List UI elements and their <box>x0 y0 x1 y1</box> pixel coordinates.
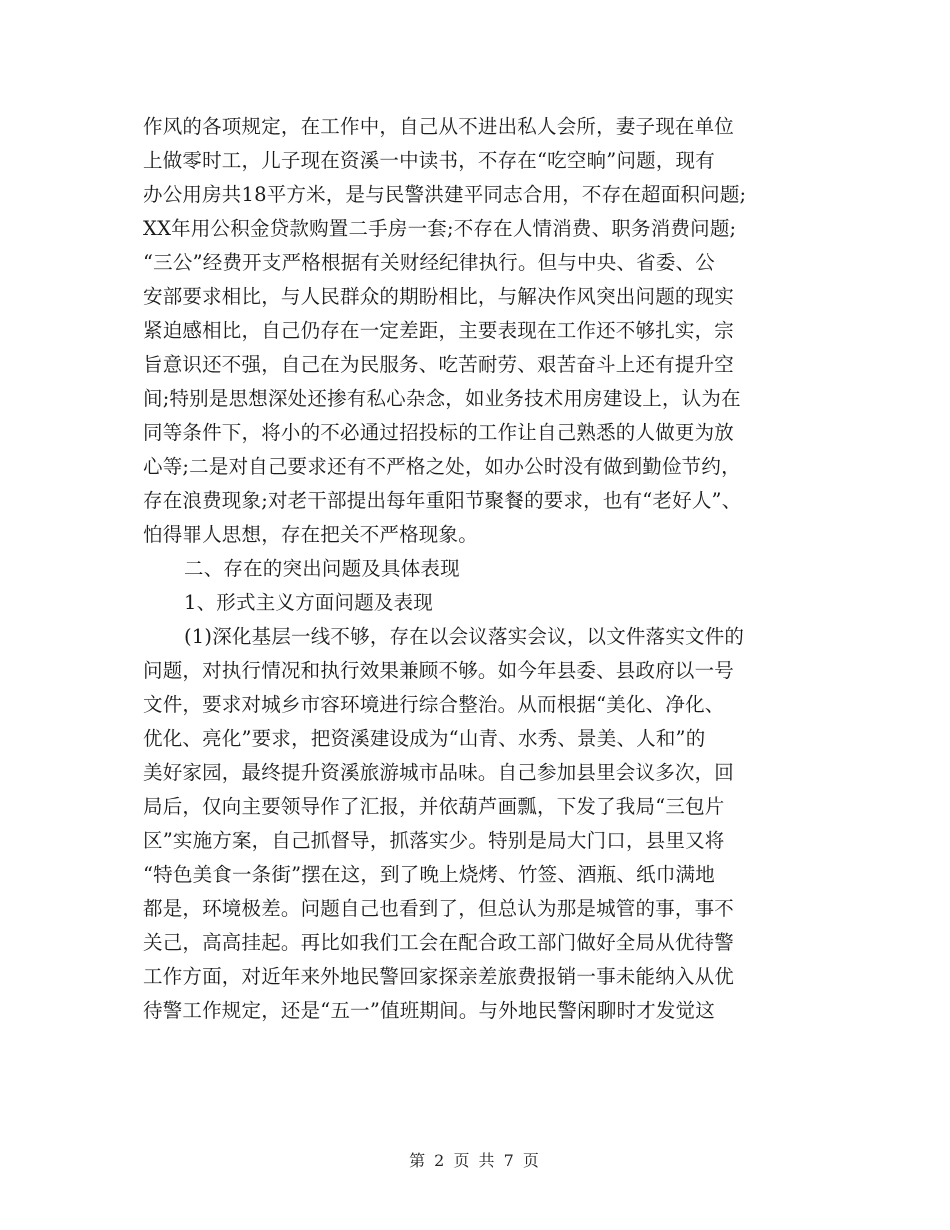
section-heading: 二、存在的突出问题及具体表现 <box>184 557 460 580</box>
subsection-heading: 1、形式主义方面问题及表现 <box>184 591 434 614</box>
page-footer: 第 2 页 共 7 页 <box>409 1151 541 1170</box>
paragraph-line: 问题，对执行情况和执行效果兼顾不够。如今年县委、县政府以一号 <box>143 659 735 682</box>
paragraph-line: 怕得罪人思想，存在把关不严格现象。 <box>143 523 478 546</box>
paragraph-line: (1)深化基层一线不够，存在以会议落实会议，以文件落实文件的 <box>184 625 745 648</box>
paragraph-line: 旨意识还不强，自己在为民服务、吃苦耐劳、艰苦奋斗上还有提升空 <box>143 353 735 376</box>
paragraph-line: 优化、亮化”要求，把资溪建设成为“山青、水秀、景美、人和”的 <box>143 727 706 750</box>
paragraph-line: 都是，环境极差。问题自己也看到了，但总认为那是城管的事，事不 <box>143 897 735 920</box>
paragraph-line: 文件，要求对城乡市容环境进行综合整治。从而根据“美化、净化、 <box>143 693 725 716</box>
paragraph-line: 间;特别是思想深处还掺有私心杂念，如业务技术用房建设上，认为在 <box>143 387 741 410</box>
paragraph-line: “特色美食一条街”摆在这，到了晚上烧烤、竹签、酒瓶、纸巾满地 <box>143 863 715 886</box>
paragraph-line: 紧迫感相比，自己仍存在一定差距，主要表现在工作还不够扎实，宗 <box>143 319 735 342</box>
paragraph-line: 安部要求相比，与人民群众的期盼相比，与解决作风突出问题的现实 <box>143 285 735 308</box>
paragraph-line: 办公用房共18平方米，是与民警洪建平同志合用，不存在超面积问题; <box>143 183 747 206</box>
paragraph-line: 待警工作规定，还是“五一”值班期间。与外地民警闲聊时才发觉这 <box>143 999 715 1022</box>
paragraph-line: “三公”经费开支严格根据有关财经纪律执行。但与中央、省委、公 <box>143 251 715 274</box>
paragraph-line: 心等;二是对自己要求还有不严格之处，如办公时没有做到勤俭节约， <box>143 455 741 478</box>
paragraph-line: 同等条件下，将小的不必通过招投标的工作让自己熟悉的人做更为放 <box>143 421 735 444</box>
paragraph-line: 上做零时工，儿子现在资溪一中读书，不存在“吃空晌”问题，现有 <box>143 149 715 172</box>
paragraph-line: 作风的各项规定，在工作中，自己从不进出私人会所，妻子现在单位 <box>143 115 735 138</box>
paragraph-line: 工作方面，对近年来外地民警回家探亲差旅费报销一事未能纳入从优 <box>143 965 735 988</box>
paragraph-line: 存在浪费现象;对老干部提出每年重阳节聚餐的要求，也有“老好人”、 <box>143 489 742 512</box>
paragraph-line: 美好家园，最终提升资溪旅游城市品味。自己参加县里会议多次，回 <box>143 761 735 784</box>
paragraph-line: 区”实施方案，自己抓督导，抓落实少。特别是局大门口，县里又将 <box>143 829 725 852</box>
paragraph-line: XX年用公积金贷款购置二手房一套;不存在人情消费、职务消费问题; <box>143 217 737 240</box>
paragraph-line: 关己，高高挂起。再比如我们工会在配合政工部门做好全局从优待警 <box>143 931 735 954</box>
paragraph-line: 局后，仅向主要领导作了汇报，并依葫芦画瓢，下发了我局“三包片 <box>143 795 725 818</box>
body-text <box>143 110 823 1028</box>
